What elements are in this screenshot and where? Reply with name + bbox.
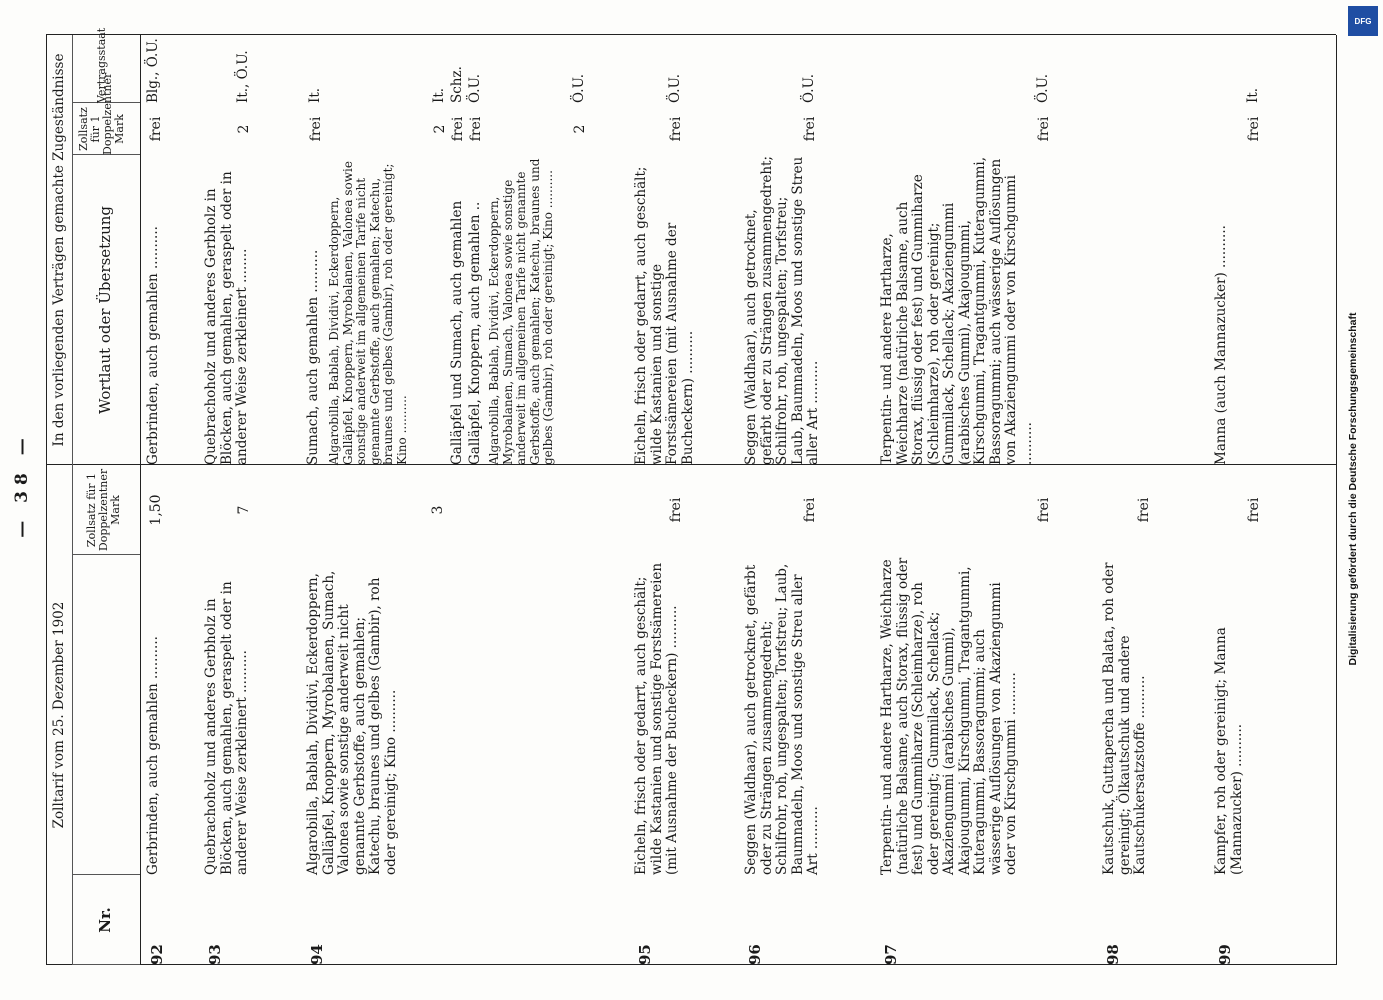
row-nr: 95 [636, 944, 654, 965]
concession-state: Ö.U. [1035, 74, 1051, 103]
dfg-credit-strip [1346, 0, 1380, 1000]
concession-rate: frei [148, 116, 164, 142]
page-number: — 38 — [12, 432, 32, 538]
row-rate: frei [1036, 497, 1052, 523]
rate-header-right: Zollsatz für 1 Doppelzentner Mark [77, 72, 126, 155]
concession-rate: frei [802, 116, 818, 142]
dfg-logo: DFG [1348, 6, 1378, 36]
row-text: Kautschuk, Guttapercha und Balata, roh oder gereinigt; Ölkautschuk und andere Kautschukersatzstoffe .......... [1101, 562, 1148, 875]
concession-text: Gerbrinden, auch gemahlen .......... [145, 226, 161, 465]
row-text: Terpentin- und andere Hartharze, Weichharze (natürliche Balsame, auch Storax, flüssig oder fest) und Gummiharze (Schleimharze), roh oder gereinigt; Gummilack, Schellack; Akaziengummi (arabisches Gummi), Akajougummi, Kirschgummi, Tragantgummi, Kuteragummi, Bassoragummi; auch wässerige Auflösungen von Akaziengummi oder von Kirschgummi .......... [879, 557, 1019, 875]
row-rate: 3 [430, 505, 446, 515]
row-nr: 96 [746, 944, 764, 965]
row-nr: 92 [148, 944, 166, 965]
row-rate: frei [1136, 497, 1152, 523]
row-nr: 98 [1104, 944, 1122, 965]
concession-text: Manna (auch Mannazucker) .......... [1213, 225, 1229, 465]
concession-state: Ö.U. [801, 74, 817, 103]
concession-rate: frei [1246, 116, 1262, 142]
row-text: Eicheln, frisch oder gedarrt, auch geschält; wilde Kastanien und sonstige Forstsämereien (mit Ausnahme der Bucheckern) .......... [633, 562, 680, 875]
row-text: Seggen (Waldhaar), auch getrocknet, gefärbt oder zu Strängen zusammengedreht; Schilfrohr, roh, ungespalten; Torfstreu; Laub, Baumnadeln, Moos und sonstige Streu aller Art .......... [743, 563, 821, 875]
left-rule [46, 964, 1336, 965]
concession-text: Galläpfel und Sumach, auch gemahlen [449, 200, 465, 465]
concession-rate: 2 [432, 124, 448, 134]
concession-text: Quebrachoholz und anderes Gerbholz in Blöcken, auch gemahlen, geraspelt oder in anderer Weise zerkleinert ........ [203, 171, 250, 465]
row-rate: 1,50 [148, 494, 164, 526]
concession-rate: frei [668, 116, 684, 142]
concession-state: Ö.U. [571, 74, 587, 103]
column-header-rule [140, 35, 141, 965]
concession-state: It. [1245, 87, 1261, 103]
concession-state: Blg., Ö.U. [145, 38, 161, 103]
concession-rate: 2 [236, 124, 252, 134]
row-nr: 97 [882, 944, 900, 965]
bottom-rule [1336, 35, 1337, 965]
concession-rate: frei [450, 116, 466, 142]
concession-state: Schz. [449, 66, 465, 103]
concession-text: Algarobilla, Bablah, Dividivi, Eckerdoppern, Myrobalanen, Sumach, Valonea sowie sonstige anderweit im allgemeinen Tarife nicht genannte Gerbstoffe, auch gemahlen; Katechu, braunes und gelbes (Gambir), roh oder gereinigt; Kino .......... [487, 158, 555, 465]
concession-state: Ö.U. [667, 74, 683, 103]
concession-text: Galläpfel, Knoppern, auch gemahlen .. [467, 201, 483, 465]
concession-rate: frei [468, 116, 484, 142]
right-group-header: In den vorliegenden Verträgen gemachte Zugeständnisse [51, 53, 67, 447]
concession-state: It. [307, 87, 323, 103]
treaty-state-header: Vertragsstaat [95, 27, 108, 103]
wording-header: Wortlaut oder Übersetzung [96, 206, 114, 414]
concession-text: Sumach, auch gemahlen .......... [305, 249, 321, 465]
row-text: Algarobilla, Bablah, Dividivi, Eckerdoppern, Galläpfel, Knoppern, Myrobalanen, Sumach, Valonea sowie sonstige anderweit nicht genannte Gerbstoffe, auch gemahlen; Katechu, braunes und gelbes (Gambir), roh oder gereinigt; Kino .......... [305, 570, 399, 875]
concession-rate: frei [1036, 116, 1052, 142]
row-rate: 7 [236, 505, 252, 515]
row-rate: frei [668, 497, 684, 523]
dfg-credit-text: Digitalisierung gefördert durch die Deutsche Forschungsgemeinschaft [1347, 312, 1359, 666]
concession-rate: 2 [572, 124, 588, 134]
row-rate: frei [802, 497, 818, 523]
concession-state: It., Ö.U. [235, 50, 251, 103]
concession-state: Ö.U. [467, 74, 483, 103]
concession-text: Algarobilla, Bablah, Dividivi, Eckerdoppern, Galläpfel, Knoppern, Myrobalanen, Valonea sowie sonstige anderweit im allgemeinen Tarife nicht genannte Gerbstoffe, auch gemahlen; Katechu, braunes und gelbes (Gambir), roh oder gereinigt; Kino .......... [327, 161, 409, 465]
row-nr: 99 [1216, 944, 1234, 965]
concession-text: Seggen (Waldhaar), auch getrocknet, gefärbt oder zu Strängen zusammengedreht; Schilfrohr, roh, ungespalten; Torfstreu; Laub, Baumnadeln, Moos und sonstige Streu aller Art .......... [743, 155, 821, 465]
left-group-header: Zolltarif vom 25. Dezember 1902 [51, 601, 67, 829]
concession-rate: frei [308, 116, 324, 142]
nr-header: Nr. [96, 907, 114, 933]
row-rate: frei [1246, 497, 1262, 523]
top-rule [46, 35, 47, 965]
row-nr: 93 [206, 944, 224, 965]
rate-header-left: Zollsatz für 1 Doppelzentner Mark [85, 468, 122, 552]
row-nr: 94 [308, 944, 326, 965]
row-text: Quebrachoholz und anderes Gerbholz in Blöcken, auch gemahlen, geraspelt oder in anderer Weise zerkleinert .......... [203, 581, 250, 875]
concession-text: Terpentin- und andere Hartharze, Weichharze (natürliche Balsame, auch Storax, flüssig oder fest) und Gummiharze (Schleimharze), roh oder gereinigt; Gummilack, Schellack; Akaziengummi (arabisches Gummi), Akajougummi, Kirschgummi, Tragantgummi, Kuteragummi, Bassoragummi; auch wässerige Auflösungen von Akaziengummi oder von Kirschgummi .......... [879, 157, 1035, 465]
tariff-table [12, 27, 1336, 965]
row-text: Gerbrinden, auch gemahlen .......... [145, 636, 161, 875]
concession-state: It. [431, 87, 447, 103]
row-text: Kampfer, roh oder gereinigt; Manna (Mannazucker) .......... [1213, 627, 1245, 875]
group-header-rule [72, 35, 73, 965]
concession-text: Eicheln, frisch oder gedarrt, auch geschält; wilde Kastanien und sonstige Forstsämereien (mit Ausnahme der Bucheckern) .......... [633, 166, 696, 465]
